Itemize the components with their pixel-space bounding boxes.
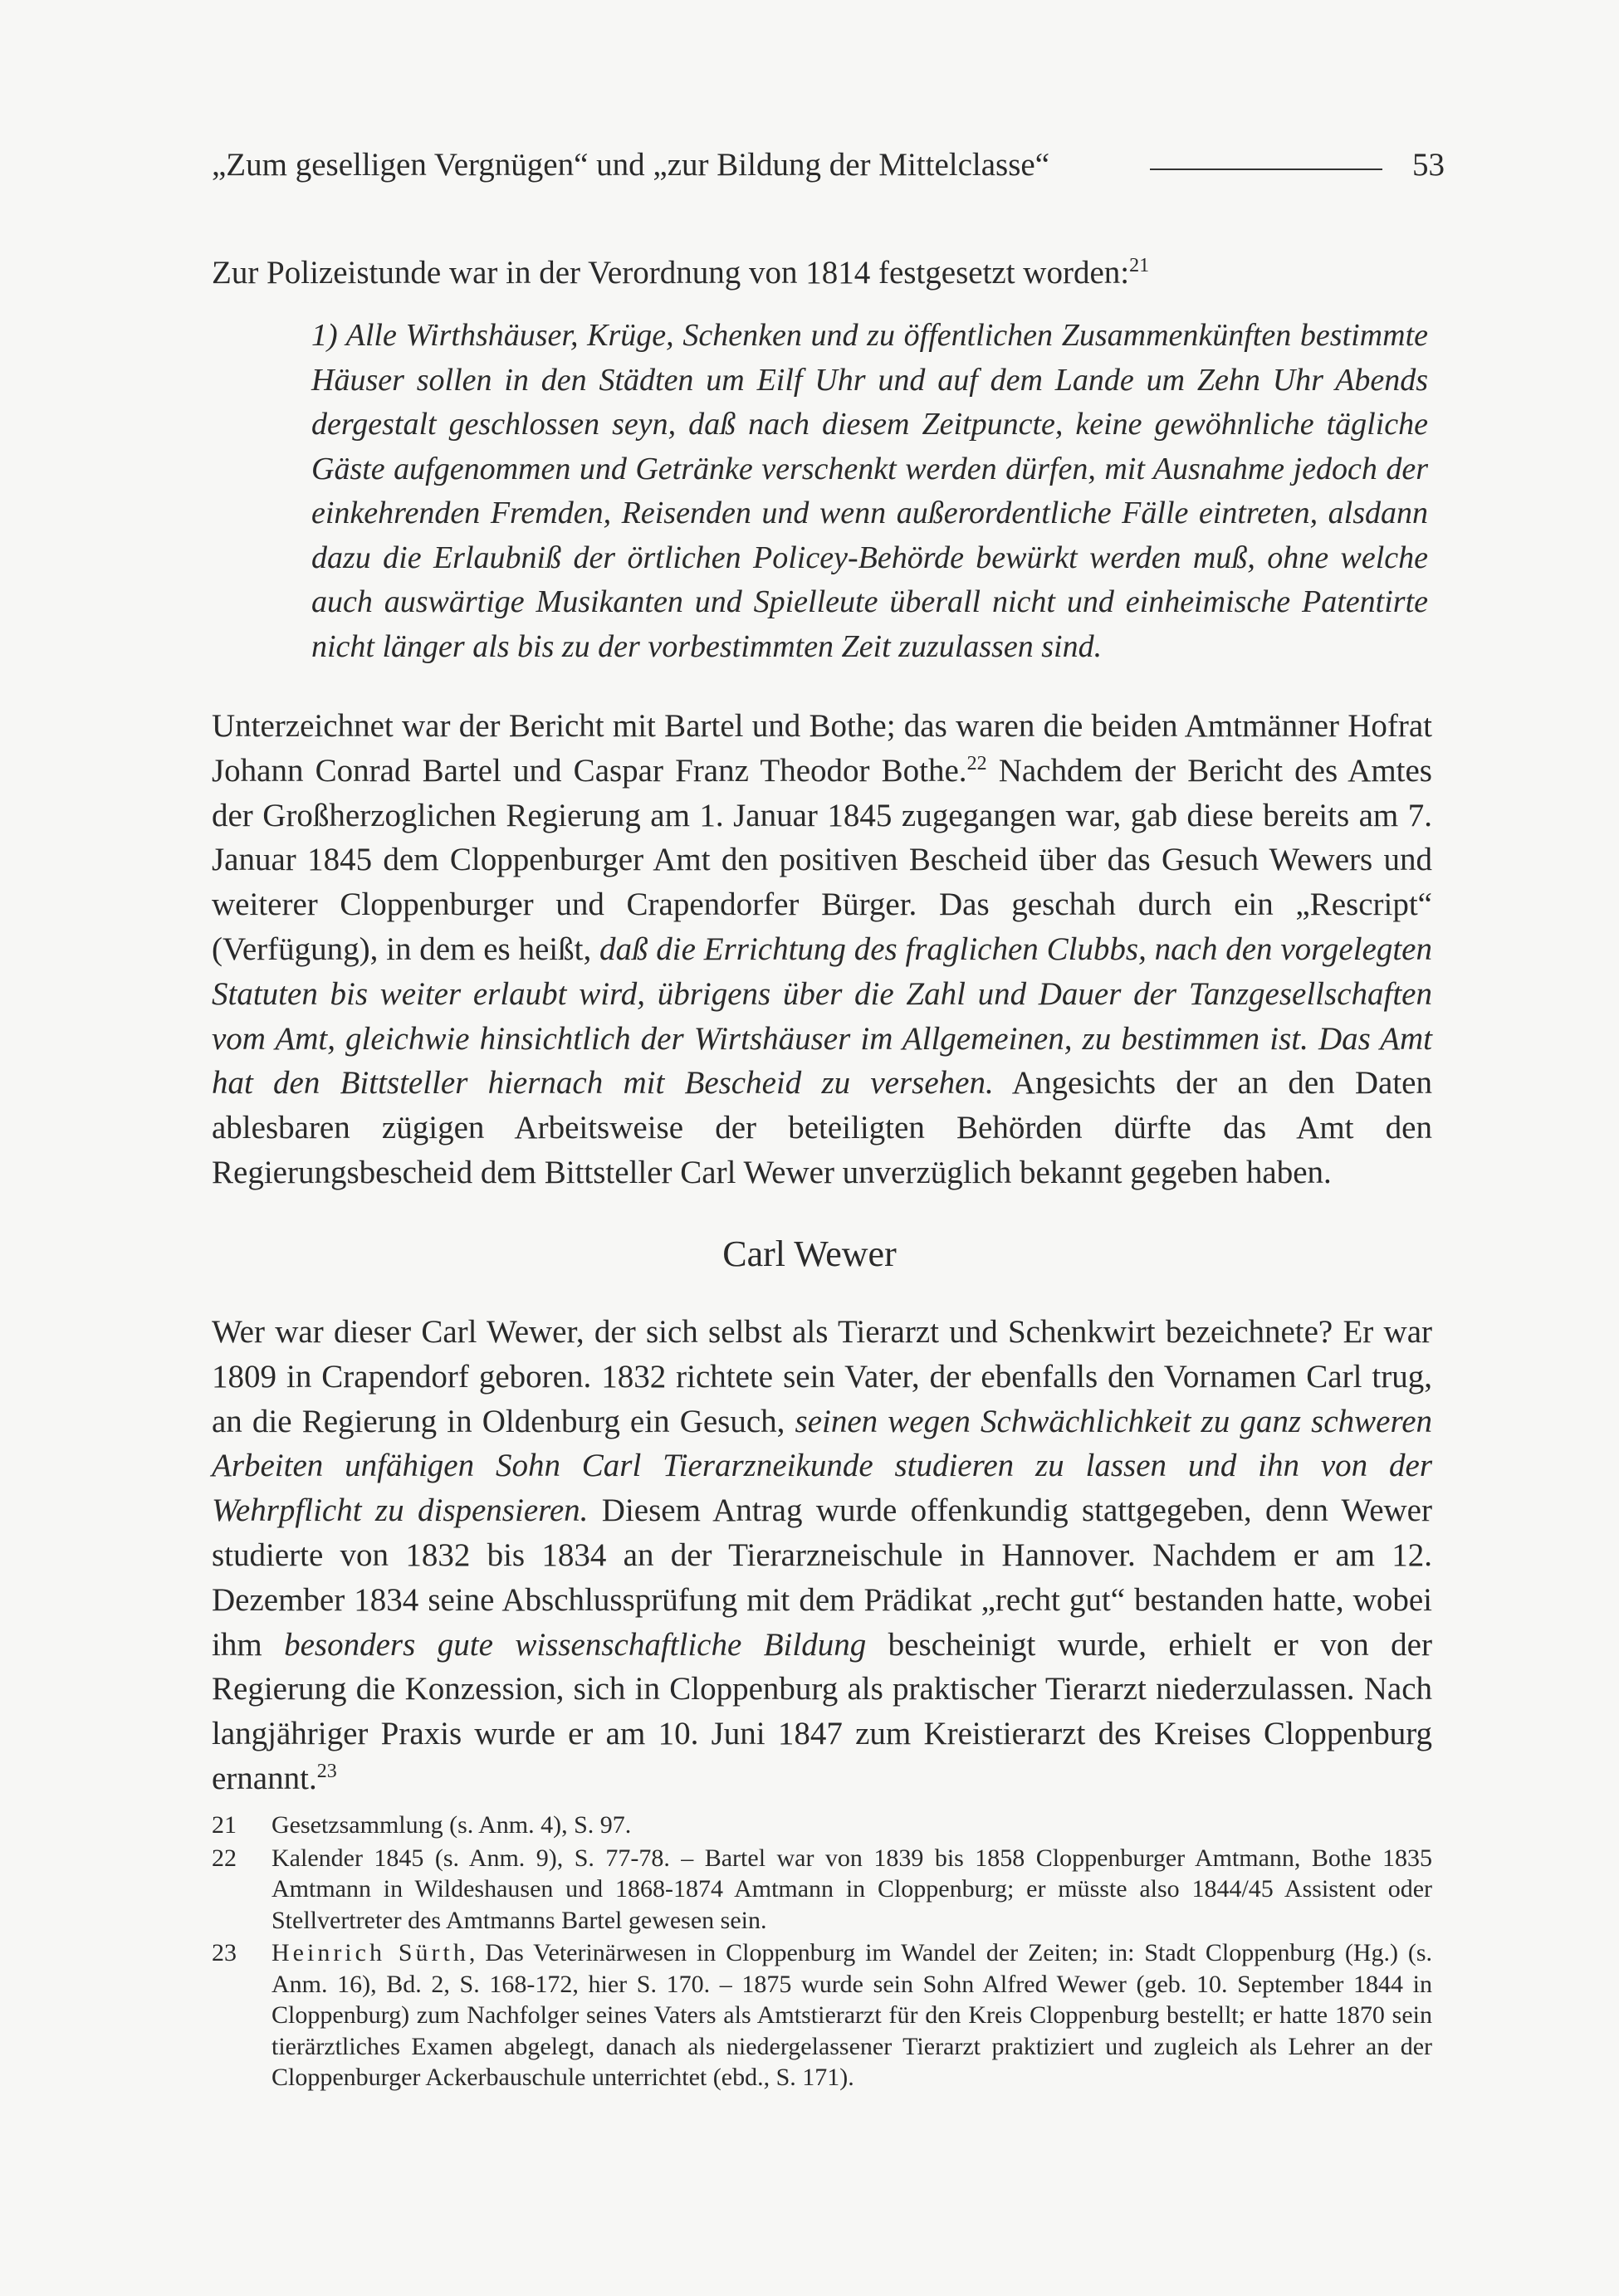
footnote-ref-22: 22 bbox=[966, 752, 987, 774]
paragraph-1 bbox=[212, 704, 1432, 1195]
footnote-text: , Das Veterinärwesen in Cloppenburg im Wandel der Zeiten; in: Stadt Cloppenburg (Hg.) (s. Anm. 16), Bd. 2, S. 168-172, hier S. 170. – 1875 wurde sein Sohn Alfred Wewer (geb. 10. September 1844 in Cloppenburg) zum Nachfolger seines Vaters als Amtstierarzt für den Kreis Cloppenburg bestellt; er hatte 1870 sein tierärztliches Examen abgelegt, danach als niedergelassener Tierarzt praktiziert und zugleich als Lehrer an der Cloppenburger Ackerbauschule unterrichtet (ebd., S. 171). bbox=[271, 1939, 1432, 2091]
para2-text-c: bescheinigt wurde, erhielt er von der Regierung die Konzession, sich in Cloppenburg als praktischer Tierarzt niederzulassen. Nach langjähriger Praxis wurde er am 10. Juni 1847 zum Kreistierarzt des Kreises Cloppenburg ernannt. bbox=[212, 1626, 1432, 1796]
footnote-author: Heinrich Sürth bbox=[271, 1939, 469, 1966]
para2-italic-1: seinen wegen Schwächlichkeit zu ganz schweren Arbeiten unfähigen Sohn Carl Tierarzneikunde studieren zu lassen und ihn von der Wehrpflicht zu dispensieren. bbox=[212, 1403, 1432, 1529]
para1-text-c: Angesichts der an den Daten ablesbaren zügigen Arbeitsweise der beteiligten Behörden dürfte das Amt den Regierungsbescheid dem Bittsteller Carl Wewer unverzüglich bekannt gegeben haben. bbox=[212, 1065, 1432, 1190]
footnote-ref-21: 21 bbox=[1129, 255, 1150, 276]
footnote-22 bbox=[212, 1843, 1432, 1937]
block-quote bbox=[311, 314, 1428, 669]
para1-italic: daß die Errichtung des fraglichen Clubbs, nach den vorgelegten Statuten bis weiter erlaubt wird, übrigens über die Zahl und Dauer der Tanzgesellschaften vom Amt, gleichwie hinsichtlich der Wirtshäuser im Allgemeinen, zu bestimmen ist. Das Amt hat den Bittsteller hiernach mit Bescheid zu versehen. bbox=[212, 931, 1432, 1102]
running-header bbox=[212, 146, 1445, 188]
intro-paragraph bbox=[212, 251, 1432, 296]
header-rule bbox=[1150, 169, 1382, 170]
footnote-number: 23 bbox=[212, 1939, 237, 1966]
footnotes bbox=[212, 1810, 1432, 2095]
footnote-number: 22 bbox=[212, 1844, 237, 1872]
page-number: 53 bbox=[1412, 147, 1445, 183]
para2-text-b: Diesem Antrag wurde offenkundig stattgegeben, denn Wewer studierte von 1832 bis 1834 an der Tierarzneischule in Hannover. Nachdem er am 12. Dezember 1834 seine Abschlussprüfung mit dem Prädikat „recht gut“ bestanden hatte, wobei ihm bbox=[212, 1492, 1432, 1663]
quote-text: 1) Alle Wirthshäuser, Krüge, Schenken und zu öffentlichen Zusammenkünften bestimmte Häuser sollen in den Städten um Eilf Uhr und auf dem Lande um Zehn Uhr Abends dergestalt geschlossen seyn, daß nach diesem Zeitpuncte, keine gewöhnliche tägliche Gäste aufgenommen und Getränke verschenkt werden dürfen, mit Ausnahme jedoch der einkehrenden Fremden, Reisenden und wenn außerordentliche Fälle eintreten, alsdann dazu die Erlaubniß der örtlichen Policey-Behörde bewürkt werden muß, ohne welche auch auswärtige Musikanten und Spielleute überall nicht und einheimische Patentirte nicht länger als bis zu der vorbestimmten Zeit zuzulassen sind. bbox=[311, 318, 1428, 664]
para1-text-a: Unterzeichnet war der Bericht mit Bartel und Bothe; das waren die beiden Amtmänner Hofrat Johann Conrad Bartel und Caspar Franz Theodor Bothe. bbox=[212, 708, 1432, 789]
para1-text-b: Nachdem der Bericht des Amtes der Großherzoglichen Regierung am 1. Januar 1845 zugegangen war, gab diese bereits am 7. Januar 1845 dem Cloppenburger Amt den positiven Bescheid über das Gesuch Wewers und weiterer Cloppenburger und Crapendorfer Bürger. Das geschah durch ein „Rescript“ (Verfügung), in dem es heißt, bbox=[212, 752, 1432, 967]
footnote-21 bbox=[212, 1810, 1432, 1841]
footnote-text: Gesetzsammlung (s. Anm. 4), S. 97. bbox=[271, 1811, 632, 1839]
footnote-number: 21 bbox=[212, 1811, 237, 1839]
intro-text: Zur Polizeistunde war in der Verordnung von 1814 festgesetzt worden: bbox=[212, 255, 1130, 291]
para2-text-a: Wer war dieser Carl Wewer, der sich selbst als Tierarzt und Schenkwirt bezeichnete? Er war 1809 in Crapendorf geboren. 1832 richtete sein Vater, der ebenfalls den Vornamen Carl trug, an die Regierung in Oldenburg ein Gesuch, bbox=[212, 1314, 1432, 1439]
footnote-text: Kalender 1845 (s. Anm. 9), S. 77-78. – Bartel war von 1839 bis 1858 Cloppenburger Amtmann, Bothe 1835 Amtmann in Wildeshausen und 1868-1874 Amtmann in Cloppenburg; er müsste also 1844/45 Assistent oder Stellvertreter des Amtmanns Bartel gewesen sein. bbox=[271, 1844, 1432, 1934]
running-title: „Zum geselligen Vergnügen“ und „zur Bildung der Mittelclasse“ bbox=[212, 147, 1050, 183]
paragraph-2 bbox=[212, 1310, 1432, 1801]
para2-italic-2: besonders gute wissenschaftliche Bildung bbox=[284, 1626, 867, 1663]
footnote-ref-23: 23 bbox=[316, 1760, 337, 1782]
section-heading: Carl Wewer bbox=[722, 1233, 897, 1274]
footnote-23 bbox=[212, 1937, 1432, 2093]
